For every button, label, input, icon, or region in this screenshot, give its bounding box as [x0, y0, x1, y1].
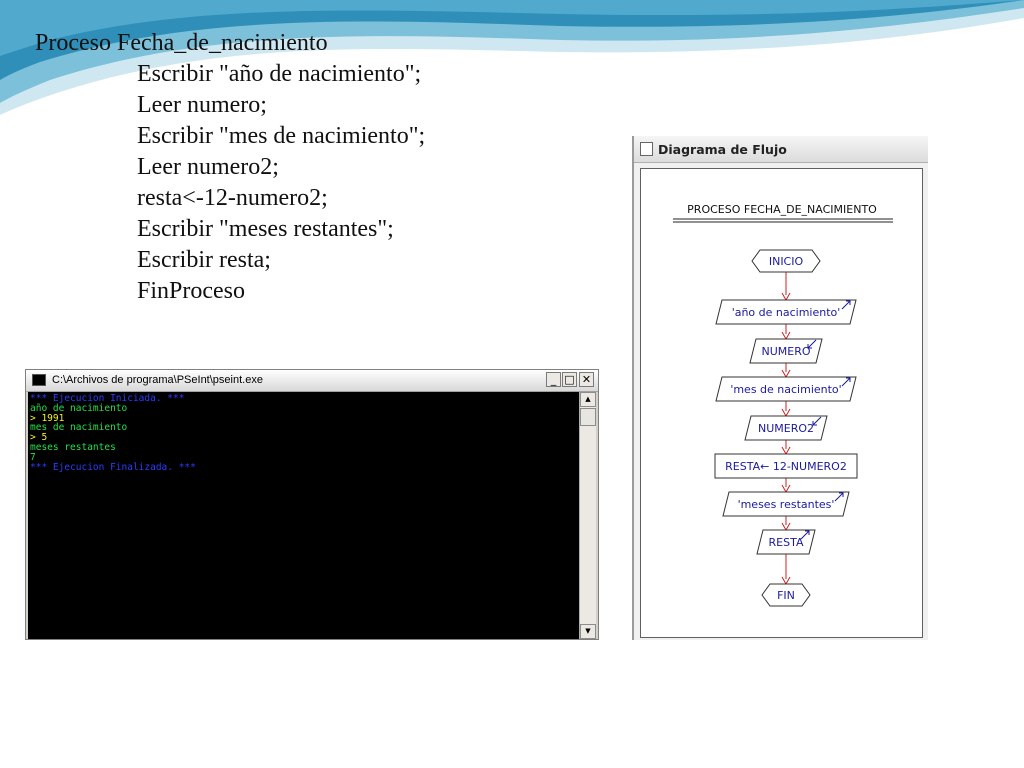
code-line: Escribir resta;	[137, 247, 271, 273]
code-line: Leer numero2;	[137, 154, 279, 180]
scroll-thumb[interactable]	[580, 408, 596, 426]
code-line: resta<-12-numero2;	[137, 185, 328, 211]
maximize-button[interactable]: □	[562, 372, 577, 387]
close-button[interactable]: ✕	[579, 372, 594, 387]
flowchart-app-icon	[640, 142, 653, 156]
code-line: Proceso Fecha_de_nacimiento	[35, 30, 328, 56]
console-line: *** Ejecucion Iniciada. ***	[30, 393, 185, 404]
console-line: > 1991	[30, 412, 65, 424]
node-label: RESTA	[768, 536, 804, 549]
flowchart-titlebar[interactable]	[634, 136, 928, 163]
node-label: NUMERO	[761, 345, 811, 358]
console-line: año de nacimiento	[30, 402, 128, 414]
flowchart-canvas[interactable]	[640, 168, 923, 638]
code-line: Escribir "meses restantes";	[137, 216, 394, 242]
console-title: C:\Archivos de programa\PSeInt\pseint.exe	[52, 374, 263, 386]
console-scrollbar[interactable]	[579, 392, 596, 639]
flowchart-title: PROCESO FECHA_DE_NACIMIENTO	[687, 203, 877, 216]
node-label: NUMERO2	[757, 422, 815, 435]
code-line: Leer numero;	[137, 92, 267, 118]
console-line: *** Ejecucion Finalizada. ***	[30, 461, 196, 473]
console-line: meses restantes	[30, 441, 116, 453]
console-line: 7	[30, 451, 36, 463]
console-titlebar[interactable]	[26, 370, 598, 392]
minimize-button[interactable]: _	[546, 372, 561, 387]
console-output[interactable]	[28, 392, 579, 639]
console-window	[25, 369, 599, 640]
code-line: FinProceso	[137, 278, 245, 304]
code-line: Escribir "año de nacimiento";	[137, 61, 422, 87]
node-label: RESTA← 12-NUMERO2	[725, 460, 847, 473]
flowchart-window	[632, 136, 928, 640]
node-label: 'mes de nacimiento'	[730, 383, 842, 396]
scroll-down-icon[interactable]: ▼	[580, 624, 596, 639]
node-label: 'año de nacimiento'	[731, 306, 841, 319]
code-line: Escribir "mes de nacimiento";	[137, 123, 426, 149]
flowchart-window-title: Diagrama de Flujo	[658, 142, 787, 157]
console-app-icon	[32, 374, 46, 386]
node-label: 'meses restantes'	[737, 498, 835, 511]
flowchart-diagram	[641, 169, 924, 639]
pseudocode-block	[35, 28, 425, 307]
node-label: INICIO	[768, 255, 804, 268]
scroll-up-icon[interactable]: ▲	[580, 392, 596, 407]
console-line: mes de nacimiento	[30, 422, 128, 434]
console-line: > 5	[30, 432, 48, 444]
node-label: FIN	[777, 589, 795, 602]
